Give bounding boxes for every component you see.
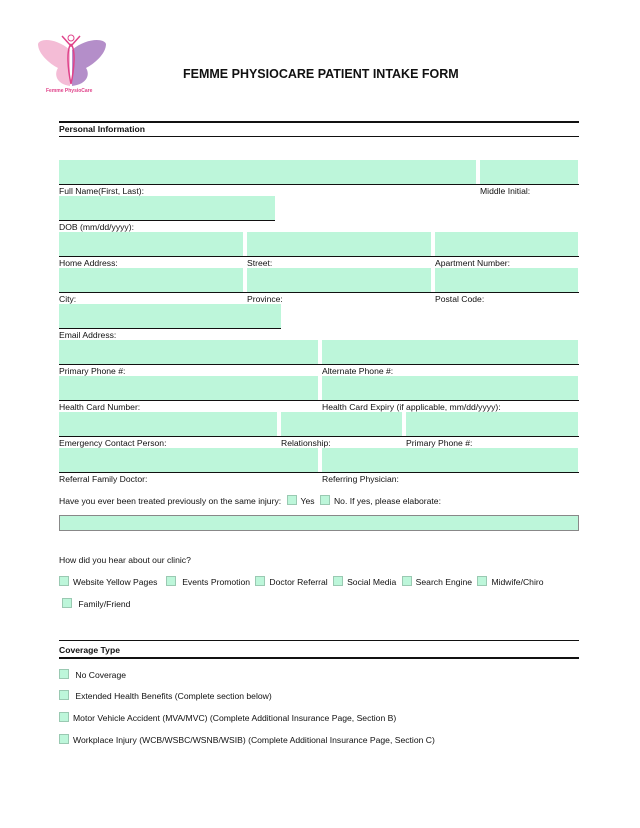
province-label: Province:	[247, 294, 283, 304]
full-name-field[interactable]	[59, 160, 476, 184]
elaborate-field[interactable]	[59, 515, 579, 531]
dob-label: DOB (mm/dd/yyyy):	[59, 222, 134, 232]
no-checkbox[interactable]	[320, 495, 330, 505]
hear-about-options: Website Yellow Pages Events Promotion Doctor Referral Social Media Search Engine Midwife/Chiro	[59, 576, 544, 587]
email-field[interactable]	[59, 304, 281, 329]
relationship-field[interactable]	[281, 412, 402, 436]
emergency-contact-field[interactable]	[59, 412, 277, 436]
postal-code-field[interactable]	[435, 268, 578, 292]
checkbox[interactable]	[255, 576, 265, 586]
checkbox[interactable]	[62, 598, 72, 608]
divider	[59, 121, 579, 123]
primary-phone-field[interactable]	[59, 340, 318, 364]
city-label: City:	[59, 294, 77, 304]
middle-initial-field[interactable]	[480, 160, 578, 184]
checkbox[interactable]	[333, 576, 343, 586]
checkbox[interactable]	[59, 690, 69, 700]
dob-field[interactable]	[59, 196, 275, 221]
health-card-field[interactable]	[59, 376, 318, 400]
yes-checkbox[interactable]	[287, 495, 297, 505]
email-label: Email Address:	[59, 330, 117, 340]
emergency-contact-label: Emergency Contact Person:	[59, 438, 167, 448]
checkbox[interactable]	[59, 712, 69, 722]
family-doctor-field[interactable]	[59, 448, 318, 472]
apartment-field[interactable]	[435, 232, 578, 256]
section-coverage-type: Coverage Type	[59, 645, 120, 655]
divider	[59, 640, 579, 641]
relationship-label: Relationship:	[281, 438, 331, 448]
street-label: Street:	[247, 258, 273, 268]
hear-about-question: How did you hear about our clinic?	[59, 555, 191, 565]
postal-code-label: Postal Code:	[435, 294, 485, 304]
checkbox[interactable]	[402, 576, 412, 586]
primary-phone-label: Primary Phone #:	[59, 366, 126, 376]
intake-form-page: Femme PhysioCare FEMME PHYSIOCARE PATIENT INTAKE FORM Personal Information Full Name(First, Last): Middle Initial: DOB (mm/dd/yyyy): Home Address: Street: Apartment Number: City: Province: Postal Code: Email Address: Primary Phone #: Alternate Phone #: Health Card Number: Health Card Expiry (if applicable, mm/dd/yyyy): Emergency Contact Person: Relationship: Primary Phone #: Referral Family Doctor: Referring Physician: Have you ever been treated previously on the same injury: Yes No. If yes, please elaborate: How did you hear about our clinic? Website Yellow Pages Events Promotion Doctor Referral Social Media Search Engine Midwife/Chiro Family/Friend Coverage Type No Coverage Extended Health Benefits (Complete section below) Motor Vehicle Accident (MVA/MVC) (Complete Additional Insurance Page, Section B) Workplace Injury (WCB/WSBC/WSNB/WSIB) (Complete Additional Insurance Page, Section C)	[0, 0, 640, 828]
health-card-label: Health Card Number:	[59, 402, 141, 412]
street-field[interactable]	[247, 232, 431, 256]
checkbox[interactable]	[59, 669, 69, 679]
injury-question: Have you ever been treated previously on the same injury: Yes No. If yes, please elaborate:	[59, 496, 441, 506]
health-card-expiry-field[interactable]	[322, 376, 578, 400]
checkbox[interactable]	[59, 576, 69, 586]
alternate-phone-field[interactable]	[322, 340, 578, 364]
emergency-phone-label: Primary Phone #:	[406, 438, 473, 448]
full-name-label: Full Name(First, Last):	[59, 186, 144, 196]
family-doctor-label: Referral Family Doctor:	[59, 474, 148, 484]
province-field[interactable]	[247, 268, 431, 292]
page-title: FEMME PHYSIOCARE PATIENT INTAKE FORM	[183, 67, 459, 81]
referring-physician-label: Referring Physician:	[322, 474, 399, 484]
home-address-field[interactable]	[59, 232, 243, 256]
logo-text: Femme PhysioCare	[46, 88, 93, 94]
section-personal-information: Personal Information	[59, 124, 145, 134]
emergency-phone-field[interactable]	[406, 412, 578, 436]
checkbox[interactable]	[166, 576, 176, 586]
referring-physician-field[interactable]	[322, 448, 578, 472]
health-card-expiry-label: Health Card Expiry (if applicable, mm/dd/yyyy):	[322, 402, 501, 412]
apartment-label: Apartment Number:	[435, 258, 510, 268]
divider	[59, 136, 579, 137]
checkbox[interactable]	[477, 576, 487, 586]
alternate-phone-label: Alternate Phone #:	[322, 366, 394, 376]
divider	[59, 657, 579, 659]
middle-initial-label: Middle Initial:	[480, 186, 531, 196]
city-field[interactable]	[59, 268, 243, 292]
home-address-label: Home Address:	[59, 258, 118, 268]
checkbox[interactable]	[59, 734, 69, 744]
